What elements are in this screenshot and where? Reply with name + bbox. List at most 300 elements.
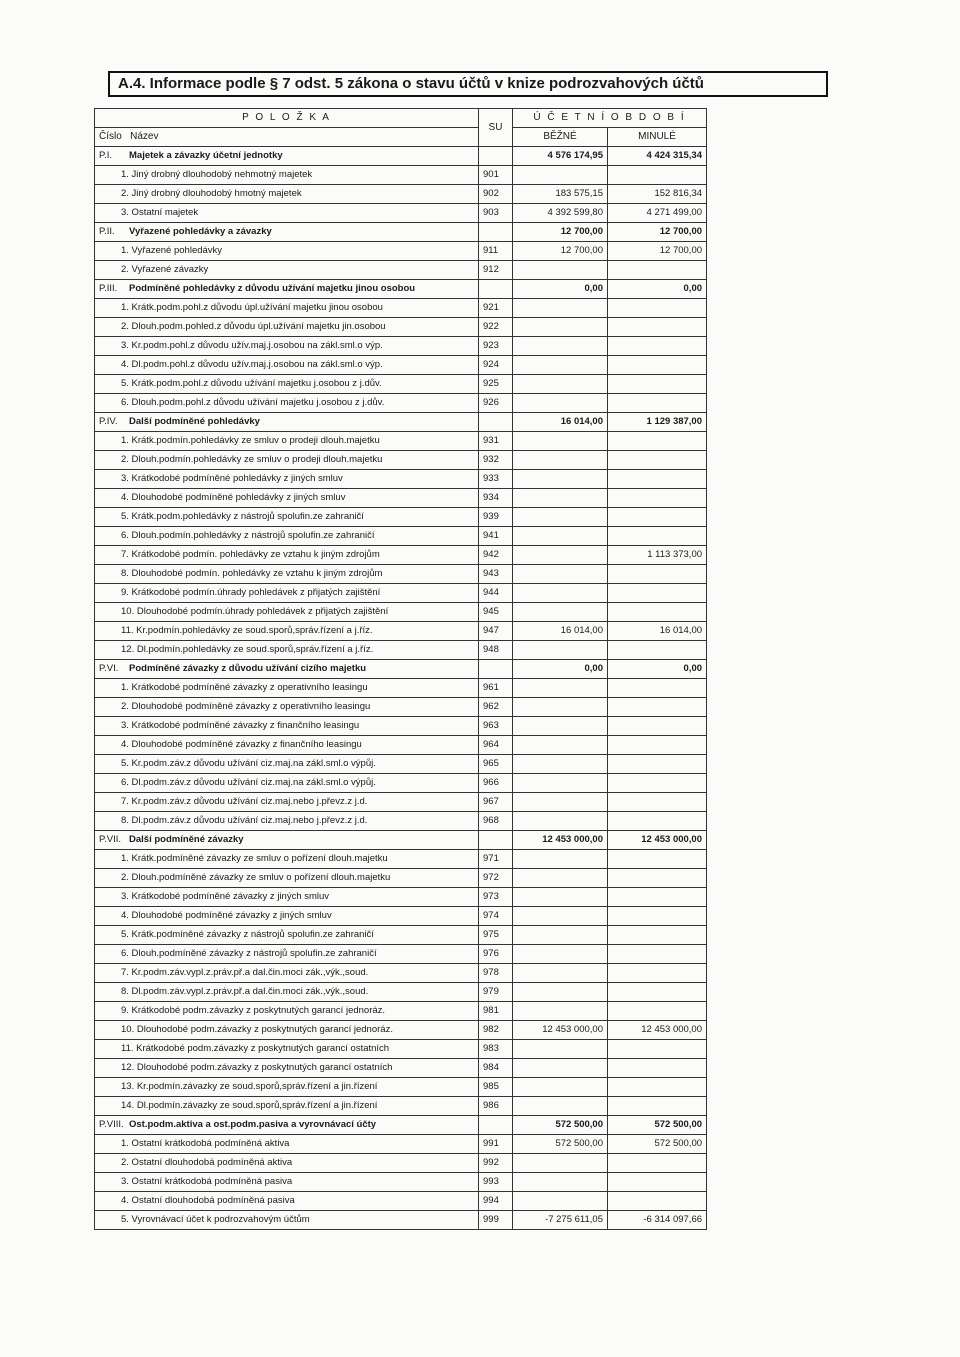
section-row [95, 660, 707, 679]
row-current [513, 565, 608, 584]
row-current: 572 500,00 [513, 1116, 608, 1135]
header-minule: MINULÉ [608, 128, 707, 147]
row-previous: 572 500,00 [608, 1116, 707, 1135]
row-current [513, 736, 608, 755]
row-su: 981 [479, 1002, 513, 1021]
row-su: 925 [479, 375, 513, 394]
row-previous [608, 375, 707, 394]
row-name: 1. Krátk.podmíněné závazky ze smluv o pořízení dlouh.majetku [95, 850, 479, 869]
row-previous [608, 888, 707, 907]
row-su: 934 [479, 489, 513, 508]
table-row [95, 888, 707, 907]
row-previous [608, 299, 707, 318]
row-su: 993 [479, 1173, 513, 1192]
row-current [513, 489, 608, 508]
row-name: 8. Dlouhodobé podmín. pohledávky ze vztahu k jiným zdrojům [95, 565, 479, 584]
row-previous [608, 1192, 707, 1211]
table-row [95, 1211, 707, 1230]
row-name: 2. Dlouh.podmín.pohledávky ze smluv o prodeji dlouh.majetku [95, 451, 479, 470]
table-row [95, 432, 707, 451]
row-previous [608, 1040, 707, 1059]
row-previous: -6 314 097,66 [608, 1211, 707, 1230]
row-name: 7. Kr.podm.záv.z důvodu užívání ciz.maj.nebo j.převz.z j.d. [95, 793, 479, 812]
table-row [95, 185, 707, 204]
row-previous [608, 318, 707, 337]
row-current [513, 1040, 608, 1059]
row-previous [608, 1078, 707, 1097]
row-su [479, 147, 513, 166]
row-previous [608, 432, 707, 451]
row-su: 982 [479, 1021, 513, 1040]
header-nazev: Název [130, 131, 159, 142]
row-previous [608, 337, 707, 356]
row-current [513, 1173, 608, 1192]
table-row [95, 318, 707, 337]
row-current [513, 755, 608, 774]
row-previous: 12 453 000,00 [608, 831, 707, 850]
table-row [95, 736, 707, 755]
row-su: 947 [479, 622, 513, 641]
table-row [95, 1040, 707, 1059]
table-row [95, 907, 707, 926]
page-title: A.4. Informace podle § 7 odst. 5 zákona o stavu účtů v knize podrozvahových účtů [108, 71, 828, 97]
row-current: 16 014,00 [513, 622, 608, 641]
row-name: 2. Dlouhodobé podmíněné závazky z operativního leasingu [95, 698, 479, 717]
row-su: 933 [479, 470, 513, 489]
row-name: 1. Jiný drobný dlouhodobý nehmotný majetek [95, 166, 479, 185]
row-current [513, 717, 608, 736]
row-su: 944 [479, 584, 513, 603]
row-label: Další podmíněné závazky [129, 834, 244, 845]
row-current [513, 527, 608, 546]
row-su: 931 [479, 432, 513, 451]
row-current: 0,00 [513, 660, 608, 679]
row-name: 3. Ostatní krátkodobá podmíněná pasiva [95, 1173, 479, 1192]
table-row [95, 679, 707, 698]
row-current [513, 964, 608, 983]
section-row [95, 1116, 707, 1135]
row-name: 7. Krátkodobé podmín. pohledávky ze vztahu k jiným zdrojům [95, 546, 479, 565]
row-current [513, 1078, 608, 1097]
row-current [513, 793, 608, 812]
table-row [95, 698, 707, 717]
row-su [479, 413, 513, 432]
row-name: 3. Ostatní majetek [95, 204, 479, 223]
row-su: 943 [479, 565, 513, 584]
row-current [513, 470, 608, 489]
row-previous [608, 907, 707, 926]
row-current: 4 392 599,80 [513, 204, 608, 223]
row-code: P.IV. [99, 416, 118, 427]
row-previous [608, 166, 707, 185]
row-name [95, 223, 479, 242]
table-row [95, 641, 707, 660]
table-row [95, 755, 707, 774]
row-previous [608, 926, 707, 945]
table-row [95, 299, 707, 318]
row-current [513, 850, 608, 869]
row-previous [608, 527, 707, 546]
table-row [95, 394, 707, 413]
table-row [95, 926, 707, 945]
row-su: 923 [479, 337, 513, 356]
row-su: 966 [479, 774, 513, 793]
table-row [95, 584, 707, 603]
row-su: 985 [479, 1078, 513, 1097]
row-name: 6. Dlouh.podm.pohl.z důvodu užívání majetku j.osobou z j.dův. [95, 394, 479, 413]
row-su: 922 [479, 318, 513, 337]
row-name: 2. Vyřazené závazky [95, 261, 479, 280]
table-row [95, 1154, 707, 1173]
row-current [513, 641, 608, 660]
row-name: 11. Kr.podmín.pohledávky ze soud.sporů,správ.řízení a j.říz. [95, 622, 479, 641]
row-current [513, 603, 608, 622]
row-previous [608, 356, 707, 375]
row-code: P.I. [99, 150, 113, 161]
row-su: 999 [479, 1211, 513, 1230]
row-current: 12 453 000,00 [513, 1021, 608, 1040]
row-previous [608, 1002, 707, 1021]
row-previous [608, 983, 707, 1002]
row-name: 3. Kr.podm.pohl.z důvodu užív.maj.j.osobou na zákl.sml.o výp. [95, 337, 479, 356]
row-current: 4 576 174,95 [513, 147, 608, 166]
row-name: 9. Krátkodobé podmín.úhrady pohledávek z přijatých zajištění [95, 584, 479, 603]
section-row [95, 147, 707, 166]
table-row [95, 603, 707, 622]
row-previous [608, 736, 707, 755]
row-current [513, 451, 608, 470]
row-name [95, 147, 479, 166]
row-name: 5. Krátk.podmíněné závazky z nástrojů spolufin.ze zahraničí [95, 926, 479, 945]
row-previous: 16 014,00 [608, 622, 707, 641]
row-current: 12 700,00 [513, 223, 608, 242]
row-previous: 0,00 [608, 280, 707, 299]
table-row [95, 166, 707, 185]
row-current [513, 774, 608, 793]
table-row [95, 964, 707, 983]
row-current [513, 337, 608, 356]
header-ucetni-obdobi: Ú Č E T N Í O B D O B Í [513, 109, 707, 128]
row-su: 986 [479, 1097, 513, 1116]
row-name [95, 660, 479, 679]
row-code: P.VI. [99, 663, 119, 674]
row-name: 1. Krátk.podmín.pohledávky ze smluv o prodeji dlouh.majetku [95, 432, 479, 451]
row-su: 945 [479, 603, 513, 622]
row-su: 962 [479, 698, 513, 717]
row-previous [608, 774, 707, 793]
row-name: 2. Ostatní dlouhodobá podmíněná aktiva [95, 1154, 479, 1173]
row-current [513, 432, 608, 451]
row-previous [608, 679, 707, 698]
row-su: 902 [479, 185, 513, 204]
table-row [95, 375, 707, 394]
row-previous [608, 489, 707, 508]
table-row [95, 261, 707, 280]
table-row [95, 1173, 707, 1192]
row-current [513, 1002, 608, 1021]
row-previous: 0,00 [608, 660, 707, 679]
table-row [95, 1078, 707, 1097]
row-name: 5. Krátk.podm.pohl.z důvodu užívání majetku j.osobou z j.dův. [95, 375, 479, 394]
row-current [513, 1154, 608, 1173]
row-previous [608, 850, 707, 869]
row-previous [608, 1059, 707, 1078]
section-row [95, 413, 707, 432]
table-row [95, 1097, 707, 1116]
row-previous [608, 641, 707, 660]
off-balance-table [94, 108, 707, 1230]
row-previous: 4 271 499,00 [608, 204, 707, 223]
row-su: 912 [479, 261, 513, 280]
row-name: 10. Dlouhodobé podm.závazky z poskytnutých garancí jednoráz. [95, 1021, 479, 1040]
row-previous [608, 698, 707, 717]
table-row [95, 356, 707, 375]
row-previous [608, 1173, 707, 1192]
table-row [95, 546, 707, 565]
row-name [95, 413, 479, 432]
row-su: 976 [479, 945, 513, 964]
row-previous: 1 129 387,00 [608, 413, 707, 432]
table-row [95, 1021, 707, 1040]
row-previous [608, 869, 707, 888]
row-previous [608, 1154, 707, 1173]
row-previous: 12 700,00 [608, 223, 707, 242]
row-name: 1. Vyřazené pohledávky [95, 242, 479, 261]
table-row [95, 850, 707, 869]
row-current [513, 907, 608, 926]
row-current [513, 679, 608, 698]
table-row [95, 812, 707, 831]
row-previous [608, 812, 707, 831]
row-su: 963 [479, 717, 513, 736]
header-cislo: Číslo [99, 131, 122, 142]
row-current [513, 945, 608, 964]
row-code: P.VIII. [99, 1119, 124, 1130]
row-code: P.II. [99, 226, 115, 237]
row-current [513, 261, 608, 280]
table-row [95, 793, 707, 812]
row-name: 11. Krátkodobé podm.závazky z poskytnutých garancí ostatních [95, 1040, 479, 1059]
row-su: 932 [479, 451, 513, 470]
row-su: 978 [479, 964, 513, 983]
row-previous [608, 470, 707, 489]
row-name: 8. Dl.podm.záv.vypl.z.práv.př.a dal.čin.moci zák.,výk.,soud. [95, 983, 479, 1002]
row-su: 975 [479, 926, 513, 945]
row-name: 14. Dl.podmín.závazky ze soud.sporů,správ.řízení a jin.řízení [95, 1097, 479, 1116]
table-row [95, 337, 707, 356]
row-name: 6. Dlouh.podmín.pohledávky z nástrojů spolufin.ze zahraničí [95, 527, 479, 546]
row-label: Ost.podm.aktiva a ost.podm.pasiva a vyrovnávací účty [129, 1119, 377, 1130]
row-current: 572 500,00 [513, 1135, 608, 1154]
row-su [479, 1116, 513, 1135]
row-previous [608, 451, 707, 470]
row-current [513, 375, 608, 394]
row-previous [608, 1097, 707, 1116]
row-name: 2. Jiný drobný dlouhodobý hmotný majetek [95, 185, 479, 204]
row-su: 972 [479, 869, 513, 888]
table-row [95, 527, 707, 546]
section-row [95, 280, 707, 299]
row-current [513, 983, 608, 1002]
table-row [95, 489, 707, 508]
row-su: 994 [479, 1192, 513, 1211]
row-name: 5. Vyrovnávací účet k podrozvahovým účtům [95, 1211, 479, 1230]
row-previous [608, 945, 707, 964]
row-su [479, 280, 513, 299]
row-previous [608, 964, 707, 983]
row-label: Podmíněné pohledávky z důvodu užívání majetku jinou osobou [129, 283, 416, 294]
row-label: Podmíněné závazky z důvodu užívání cizího majetku [129, 663, 367, 674]
row-previous [608, 584, 707, 603]
row-name: 12. Dlouhodobé podm.závazky z poskytnutých garancí ostatních [95, 1059, 479, 1078]
table-row [95, 242, 707, 261]
row-current: 183 575,15 [513, 185, 608, 204]
row-su: 948 [479, 641, 513, 660]
row-name: 9. Krátkodobé podm.závazky z poskytnutých garancí jednoráz. [95, 1002, 479, 1021]
table-row [95, 470, 707, 489]
table-row [95, 869, 707, 888]
row-su: 974 [479, 907, 513, 926]
row-name: 2. Dlouh.podmíněné závazky ze smluv o pořízení dlouh.majetku [95, 869, 479, 888]
row-previous [608, 793, 707, 812]
row-name: 8. Dl.podm.záv.z důvodu užívání ciz.maj.nebo j.převz.z j.d. [95, 812, 479, 831]
table-row [95, 204, 707, 223]
row-previous [608, 565, 707, 584]
table-row [95, 1059, 707, 1078]
row-name: 7. Kr.podm.záv.vypl.z.práv.př.a dal.čin.moci zák.,výk.,soud. [95, 964, 479, 983]
row-current [513, 584, 608, 603]
row-name: 4. Dlouhodobé podmíněné závazky z finančního leasingu [95, 736, 479, 755]
row-previous: 152 816,34 [608, 185, 707, 204]
row-name: 1. Krátk.podm.pohl.z důvodu úpl.užívání majetku jinou osobou [95, 299, 479, 318]
table-row [95, 774, 707, 793]
row-label: Vyřazené pohledávky a závazky [129, 226, 272, 237]
table-row [95, 717, 707, 736]
row-code: P.VII. [99, 834, 122, 845]
header-row-top [95, 109, 707, 128]
row-current [513, 888, 608, 907]
row-current [513, 356, 608, 375]
table-row [95, 1135, 707, 1154]
row-current: -7 275 611,05 [513, 1211, 608, 1230]
row-previous [608, 603, 707, 622]
row-name: 12. Dl.podmín.pohledávky ze soud.sporů,správ.řízení a j.říz. [95, 641, 479, 660]
row-name [95, 831, 479, 850]
row-su: 967 [479, 793, 513, 812]
row-su: 971 [479, 850, 513, 869]
row-su: 979 [479, 983, 513, 1002]
row-previous: 12 453 000,00 [608, 1021, 707, 1040]
header-cislo-nazev [95, 128, 479, 147]
row-name: 3. Krátkodobé podmíněné závazky z jiných smluv [95, 888, 479, 907]
table-row [95, 508, 707, 527]
row-current [513, 318, 608, 337]
row-previous: 1 113 373,00 [608, 546, 707, 565]
row-current [513, 698, 608, 717]
row-su: 939 [479, 508, 513, 527]
row-su: 926 [479, 394, 513, 413]
row-name [95, 1116, 479, 1135]
section-row [95, 223, 707, 242]
row-name: 13. Kr.podmín.závazky ze soud.sporů,správ.řízení a jin.řízení [95, 1078, 479, 1097]
row-previous [608, 394, 707, 413]
row-name: 4. Dlouhodobé podmíněné pohledávky z jiných smluv [95, 489, 479, 508]
row-name: 2. Dlouh.podm.pohled.z důvodu úpl.užívání majetku jin.osobou [95, 318, 479, 337]
row-name: 1. Krátkodobé podmíněné závazky z operativního leasingu [95, 679, 479, 698]
row-su: 968 [479, 812, 513, 831]
row-current [513, 1097, 608, 1116]
row-su: 983 [479, 1040, 513, 1059]
row-current: 12 453 000,00 [513, 831, 608, 850]
row-su: 991 [479, 1135, 513, 1154]
table-row [95, 622, 707, 641]
table-row [95, 565, 707, 584]
table-row [95, 1192, 707, 1211]
row-su: 903 [479, 204, 513, 223]
row-previous [608, 755, 707, 774]
row-su: 901 [479, 166, 513, 185]
row-su [479, 660, 513, 679]
table-row [95, 1002, 707, 1021]
row-su: 964 [479, 736, 513, 755]
row-su: 992 [479, 1154, 513, 1173]
row-current [513, 546, 608, 565]
row-su: 942 [479, 546, 513, 565]
row-previous: 4 424 315,34 [608, 147, 707, 166]
row-current [513, 508, 608, 527]
row-current [513, 394, 608, 413]
row-su [479, 223, 513, 242]
row-su: 973 [479, 888, 513, 907]
row-su: 921 [479, 299, 513, 318]
row-su: 941 [479, 527, 513, 546]
row-label: Majetek a závazky účetní jednotky [129, 150, 283, 161]
row-name: 4. Ostatní dlouhodobá podmíněná pasiva [95, 1192, 479, 1211]
header-bezne: BĚŽNÉ [513, 128, 608, 147]
header-su: SU [479, 109, 513, 147]
row-previous [608, 717, 707, 736]
row-su: 984 [479, 1059, 513, 1078]
row-label: Další podmíněné pohledávky [129, 416, 260, 427]
row-current [513, 869, 608, 888]
row-previous: 12 700,00 [608, 242, 707, 261]
row-su: 965 [479, 755, 513, 774]
row-name [95, 280, 479, 299]
row-current [513, 166, 608, 185]
row-su: 924 [479, 356, 513, 375]
row-name: 6. Dl.podm.záv.z důvodu užívání ciz.maj.na zákl.sml.o výpůj. [95, 774, 479, 793]
row-name: 1. Ostatní krátkodobá podmíněná aktiva [95, 1135, 479, 1154]
row-name: 5. Kr.podm.záv.z důvodu užívání ciz.maj.na zákl.sml.o výpůj. [95, 755, 479, 774]
row-current: 0,00 [513, 280, 608, 299]
row-previous [608, 508, 707, 527]
table-row [95, 983, 707, 1002]
row-previous: 572 500,00 [608, 1135, 707, 1154]
row-name: 3. Krátkodobé podmíněné pohledávky z jiných smluv [95, 470, 479, 489]
section-row [95, 831, 707, 850]
row-current [513, 1192, 608, 1211]
row-su [479, 831, 513, 850]
row-current: 12 700,00 [513, 242, 608, 261]
row-name: 10. Dlouhodobé podmín.úhrady pohledávek z přijatých zajištění [95, 603, 479, 622]
row-current [513, 1059, 608, 1078]
row-name: 4. Dlouhodobé podmíněné závazky z jiných smluv [95, 907, 479, 926]
row-code: P.III. [99, 283, 118, 294]
row-name: 3. Krátkodobé podmíněné závazky z finančního leasingu [95, 717, 479, 736]
row-name: 4. Dl.podm.pohl.z důvodu užív.maj.j.osobou na zákl.sml.o výp. [95, 356, 479, 375]
row-current [513, 926, 608, 945]
row-current [513, 812, 608, 831]
